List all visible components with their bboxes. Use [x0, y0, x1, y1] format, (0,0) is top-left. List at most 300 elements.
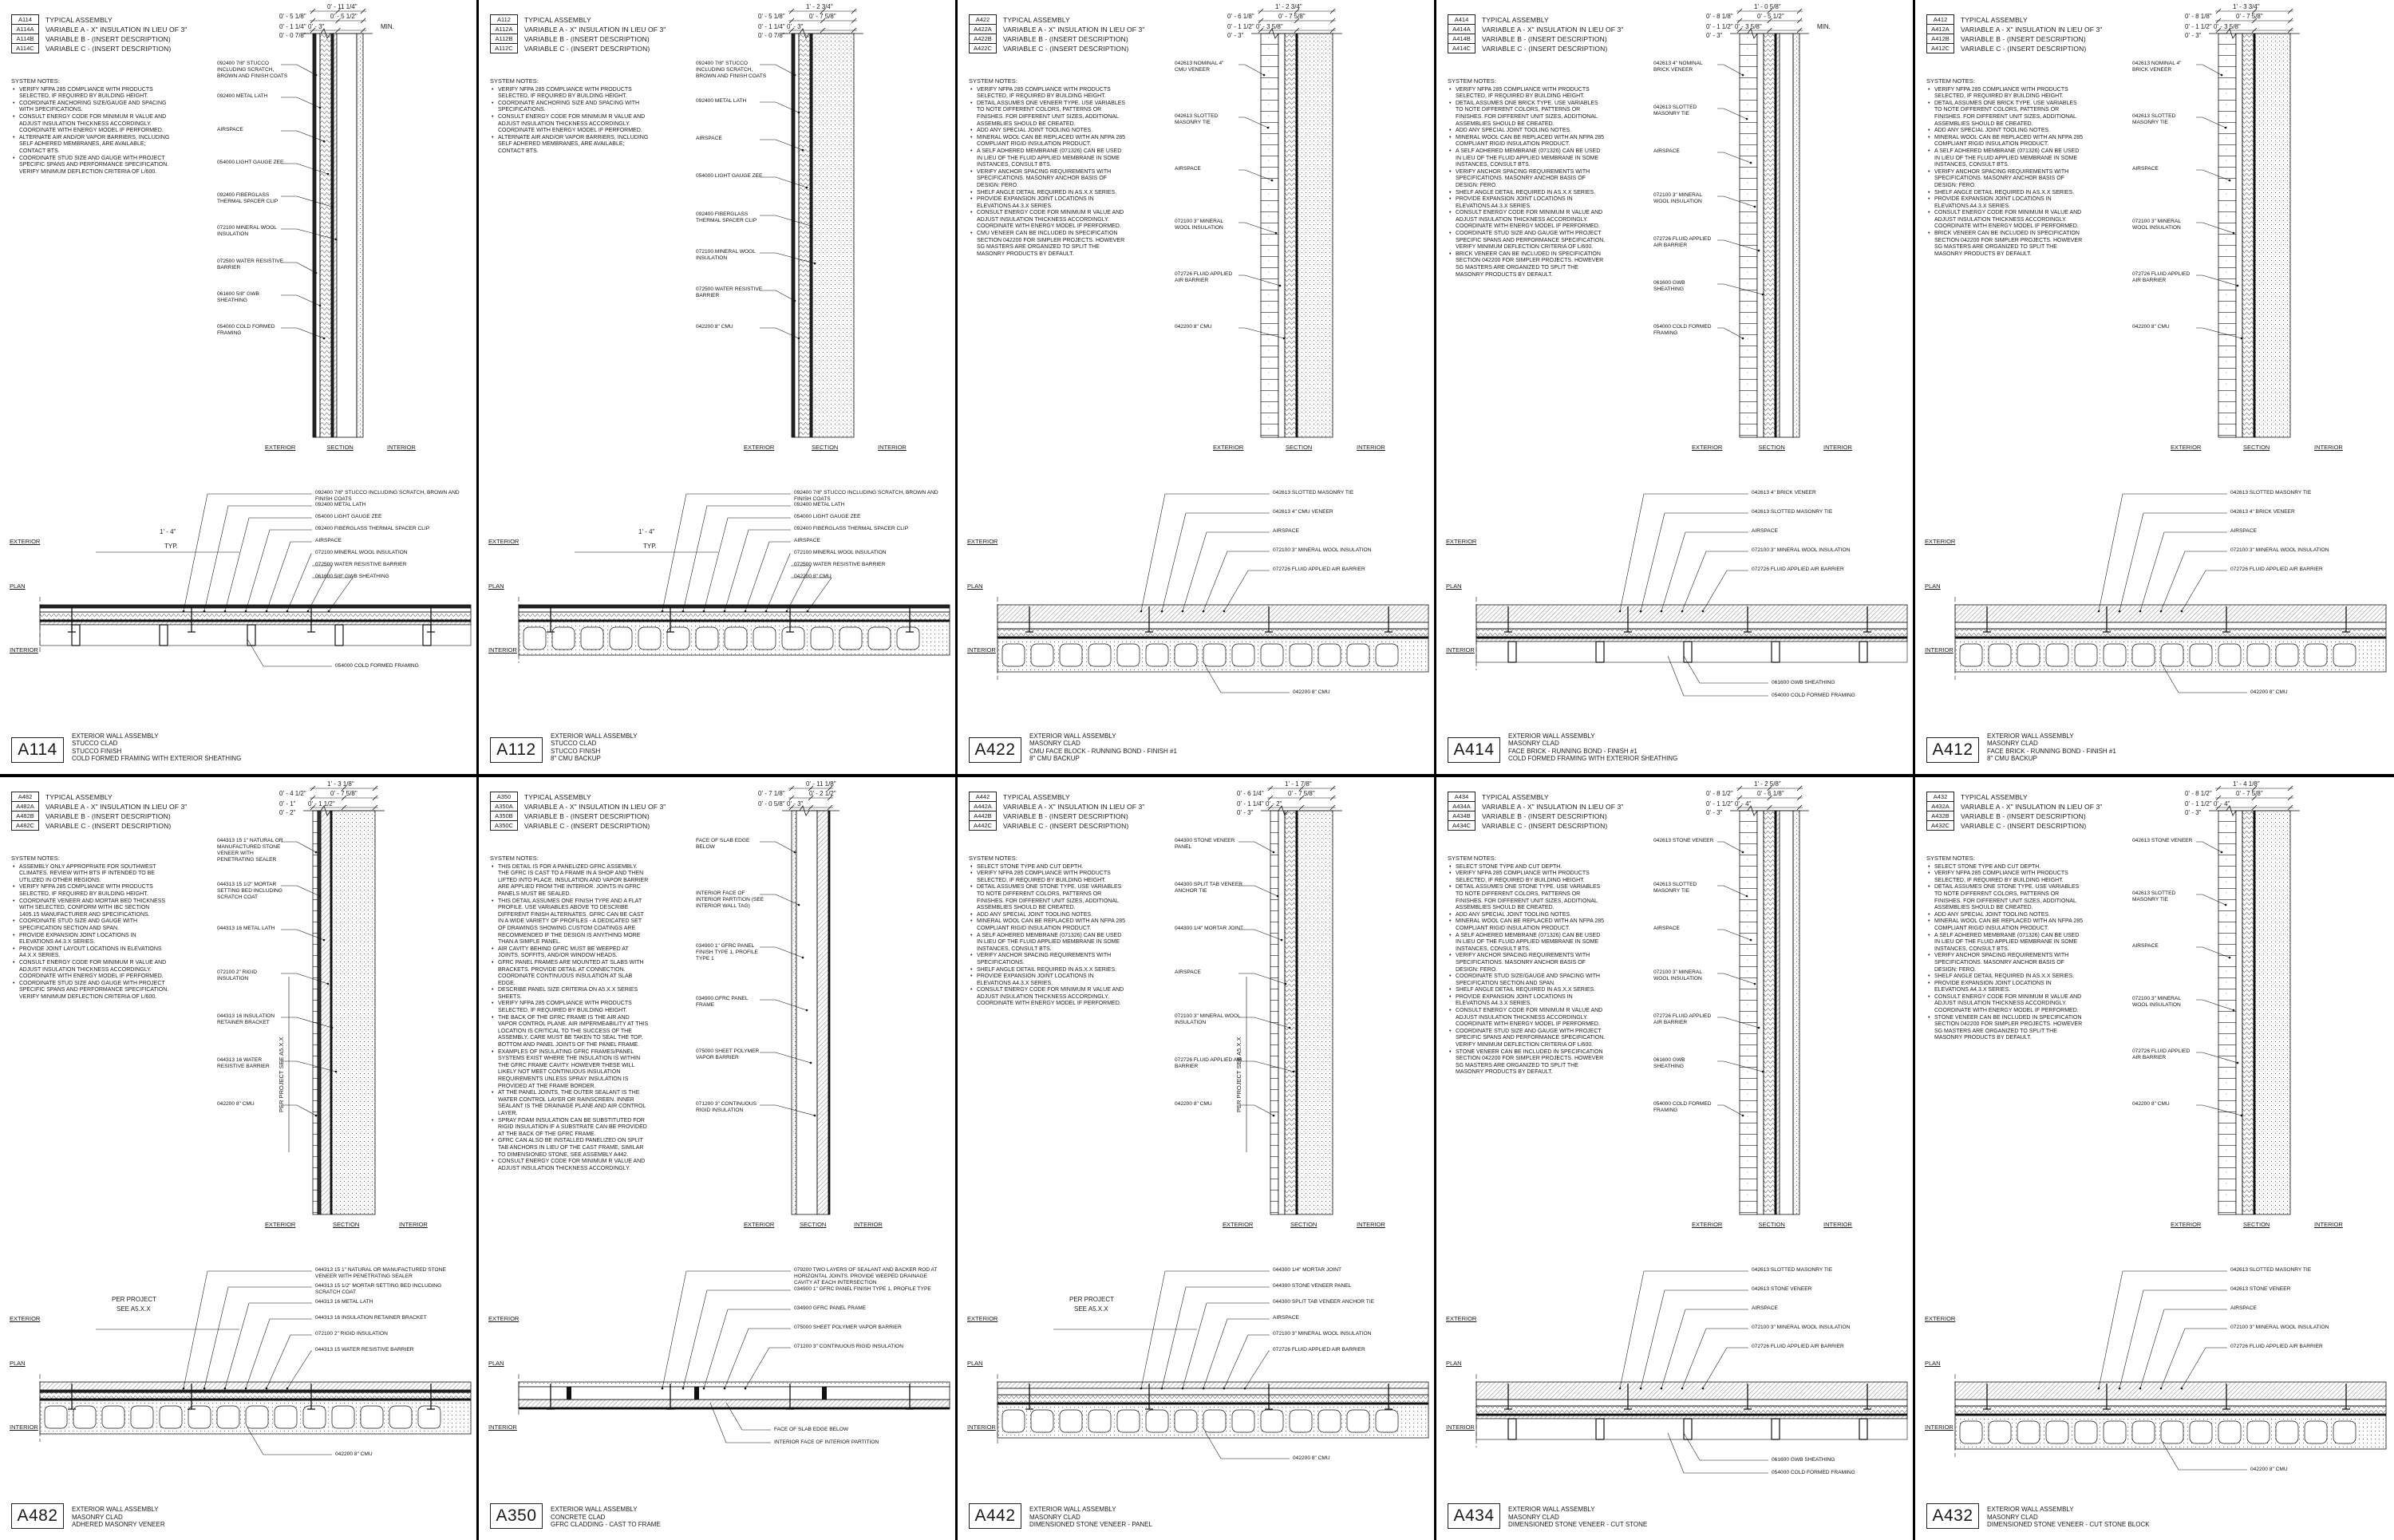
dimension-label: 0' - 5 1/2": [1757, 13, 1784, 20]
detail-title-line: MASONRY CLAD: [1029, 740, 1080, 748]
detail-number: A442: [969, 1503, 1021, 1529]
system-note: • COORDINATE STUD SIZE AND GAUGE WITH PROJECT SPECIFIC SPANS AND PERFORMANCE SPECIFICATION. VERIFY MINIMUM DEFLECTION CRITERIA OF L/600.: [1448, 1029, 1607, 1049]
section-callout: 044313 16 INSULATION RETAINER BRACKET: [217, 1013, 275, 1025]
plan-cmu-cell: [1376, 644, 1398, 666]
plan-mortar: [40, 1390, 471, 1392]
plan-layers: [1955, 1374, 2386, 1457]
section-callout: 054000 COLD FORMED FRAMING: [1653, 324, 1712, 336]
title-block: [969, 1499, 1152, 1529]
dimension-label: 0' - 4": [2214, 800, 2230, 808]
section-callout: 061600 5/8" GWB SHEATHING: [217, 291, 259, 303]
plan-cmu-cell: [610, 627, 632, 650]
plan-stone: [40, 1382, 471, 1390]
plan-layers: [1476, 597, 1907, 670]
plan-cmu-cell: [1031, 1410, 1053, 1432]
wall-section-drawing: [1915, 777, 2394, 1256]
plan-callout: 044313 16 METAL LATH: [315, 1299, 373, 1305]
section-callout: 042200 8" CMU: [2132, 1101, 2170, 1107]
gwb-layer: [1793, 811, 1799, 1214]
dimension-label: 0' - 8 1/2": [1706, 790, 1733, 797]
section-callout: 042200 8" CMU: [2132, 324, 2170, 330]
detail-number: A432: [1926, 1503, 1979, 1529]
dimension-label: 0' - 3": [787, 800, 804, 808]
plan-cmu-cell: [2046, 644, 2068, 666]
wall-layers: [792, 811, 830, 1214]
detail-number: A434: [1448, 1503, 1500, 1529]
system-note: • PROVIDE EXPANSION JOINT LOCATIONS IN ELEVATIONS A4.3.X SERIES.: [969, 973, 1128, 987]
system-notes-heading: SYSTEM NOTES:: [1448, 855, 1496, 862]
plan-cmu-cell: [2075, 644, 2097, 666]
dimension-label: 0' - 2": [279, 809, 296, 816]
plan-callout: 042613 SLOTTED MASONRY TIE: [2230, 1267, 2312, 1273]
system-note: • VERIFY NFPA 285 COMPLIANCE WITH PRODUCTS SELECTED, IF REQUIRED BY BUILDING HEIGHT.: [1448, 871, 1607, 884]
dimension-label: 0' - 1 1/2": [308, 800, 335, 808]
key-description: VARIABLE A - X" INSULATION IN LIEU OF 3": [524, 802, 666, 811]
dimension-label: 0' - 3": [1706, 32, 1723, 39]
dimension-label: 0' - 3 5/8": [2214, 23, 2241, 30]
system-note: • COORDINATE STUD SIZE/GAUGE AND SPACING WITH SPECIFICATION SECTION AND SPAN.: [1448, 973, 1607, 987]
cmu-layer: [1298, 34, 1333, 437]
plan-cmu-cell: [131, 1406, 153, 1428]
plan-callout: 072100 MINERAL WOOL INSULATION: [315, 550, 408, 555]
plan-label: PLAN: [1446, 582, 1462, 590]
system-note: • MINERAL WOOL CAN BE REPLACED WITH AN NFPA 285 COMPLIANT RIGID INSULATION PRODUCT.: [1448, 918, 1607, 932]
detail-panel-a422: [958, 0, 1436, 774]
detail-title-line: FACE BRICK - RUNNING BOND - FINISH #1: [1508, 747, 1637, 755]
plan-cmu-cell: [1088, 644, 1111, 666]
system-note: • PROVIDE EXPANSION JOINT LOCATIONS IN ELEVATIONS A4.3.X SERIES.: [1926, 196, 2086, 210]
exterior-label: EXTERIOR: [744, 444, 775, 451]
cmu-layer: [332, 811, 375, 1214]
detail-title-line: EXTERIOR WALL ASSEMBLY: [1029, 1506, 1116, 1514]
plan-cmu-cell: [811, 627, 833, 650]
wall-layers: [1270, 811, 1333, 1214]
plan-frame-member: [567, 1387, 571, 1400]
system-note: • A SELF ADHERED MEMBRANE (071326) CAN BE USED IN LIEU OF THE FLUID APPLIED MEMBRANE IN SOME INSTANCES, CONSULT BTS.: [1926, 148, 2086, 169]
system-note: • CONSULT ENERGY CODE FOR MINIMUM R VALUE AND ADJUST INSULATION THICKNESS ACCORDINGLY.: [490, 1159, 650, 1172]
per-project-note: PER PROJECT SEE A5.X.X: [278, 1037, 285, 1112]
dimension-label: 0' - 3": [1237, 809, 1254, 816]
dimension-label: 0' - 8 1/8": [1706, 13, 1733, 20]
key-description: VARIABLE C - (INSERT DESCRIPTION): [1003, 821, 1129, 830]
section-callout: 072726 FLUID APPLIED AIR BARRIER: [1175, 271, 1233, 283]
key-code: A114C: [12, 44, 39, 53]
detail-title: [72, 1506, 165, 1529]
system-note: • CONSULT ENERGY CODE FOR MINIMUM R VALUE AND ADJUST INSULATION THICKNESS ACCORDINGLY. COORDINATE WITH ENERGY MODEL IF PERFORMED.: [1448, 1008, 1607, 1029]
system-note: • A SELF ADHERED MEMBRANE (071326) CAN BE USED IN LIEU OF THE FLUID APPLIED MEMBRANE IN SOME INSTANCES, CONSULT BTS.: [969, 148, 1128, 169]
system-note: • MINERAL WOOL CAN BE REPLACED WITH AN NFPA 285 COMPLIANT RIGID INSULATION PRODUCT.: [969, 918, 1128, 932]
system-note: • MINERAL WOOL CAN BE REPLACED WITH AN NFPA 285 COMPLIANT RIGID INSULATION PRODUCT.: [1448, 135, 1607, 148]
plan-cmu-cell: [552, 627, 575, 650]
plan-label: PLAN: [488, 582, 504, 590]
detail-title-line: COLD FORMED FRAMING WITH EXTERIOR SHEATHING: [1508, 755, 1678, 763]
cmu-layer: [2255, 811, 2290, 1214]
detail-title-line: COLD FORMED FRAMING WITH EXTERIOR SHEATHING: [72, 755, 242, 763]
wall-plan-drawing: [958, 469, 1436, 709]
plan-vapor-barrier: [519, 1408, 950, 1409]
dimension-label: 0' - 1 1/2": [2185, 800, 2212, 808]
plan-bottom-callout: 061600 GWB SHEATHING: [1772, 1457, 1835, 1463]
section-label: SECTION: [1286, 444, 1313, 451]
key-description: TYPICAL ASSEMBLY: [45, 792, 113, 801]
key-code: A414C: [1448, 44, 1476, 53]
key-code: A422A: [970, 25, 997, 34]
key-code: A412C: [1927, 44, 1954, 53]
plan-cmu-cell: [361, 1406, 383, 1428]
plan-cmu-cell: [2017, 644, 2040, 666]
system-note: • ADD ANY SPECIAL JOINT TOOLING NOTES.: [969, 128, 1128, 135]
plan-callout: 044313 15 1/2" MORTAR SETTING BED INCLUDING SCRATCH COAT: [315, 1283, 442, 1295]
plan-cmu-cell: [2276, 644, 2298, 666]
key-code: A482A: [12, 802, 39, 811]
wall-layers: [1261, 34, 1333, 437]
plan-cmu-cell: [1318, 1410, 1341, 1432]
detail-title-line: EXTERIOR WALL ASSEMBLY: [551, 1506, 638, 1514]
mineral-wool-layer: [1285, 34, 1296, 437]
key-code: A112C: [491, 44, 518, 53]
wall-layers: [2218, 811, 2290, 1214]
plan-cmu-cell: [2247, 644, 2270, 666]
plan-insulation: [998, 1395, 1428, 1403]
key-code: A442B: [970, 811, 997, 821]
plan-exterior-label: EXTERIOR: [488, 1315, 519, 1322]
plan-cmu-cell: [1290, 644, 1312, 666]
rigid-insulation-layer: [817, 811, 828, 1214]
detail-title-line: CONCRETE CLAD: [551, 1513, 606, 1521]
plan-callout: 061600 5/8" GWB SHEATHING: [315, 574, 389, 579]
interior-label: INTERIOR: [878, 444, 907, 451]
detail-title: [72, 732, 241, 763]
mineral-wool-layer: [1285, 811, 1296, 1214]
system-note: • SHELF ANGLE DETAIL REQUIRED IN AS.X.X SERIES.: [1448, 190, 1607, 197]
system-note: • PROVIDE EXPANSION JOINT LOCATIONS IN ELEVATIONS A4.3.X SERIES.: [1926, 981, 2086, 994]
key-code: A442C: [970, 821, 997, 831]
system-note: • VERIFY ANCHOR SPACING REQUIREMENTS WITH SPECIFICATIONS. MASONRY ANCHOR BASIS OF DESIGN: FERO.: [1448, 169, 1607, 190]
mineral-wool-layer: [1764, 34, 1775, 437]
plan-cmu-cell: [2132, 644, 2155, 666]
plan-cmu-cell: [2218, 1421, 2241, 1443]
plan-cmu-cell: [2075, 1421, 2097, 1443]
plan-cmu-cell: [45, 1406, 67, 1428]
plan-cmu-cell: [2161, 644, 2183, 666]
key-description: VARIABLE C - (INSERT DESCRIPTION): [45, 44, 172, 53]
plan-callout: 072500 WATER RESISTIVE BARRIER: [794, 562, 886, 567]
section-callout: INTERIOR FACE OF INTERIOR PARTITION (SEE INTERIOR WALL TAG): [696, 890, 764, 909]
plan-exterior-label: EXTERIOR: [488, 538, 519, 545]
plan-cmu-cell: [1146, 644, 1168, 666]
plan-veneer: [1955, 605, 2386, 622]
plan-callout: 071200 3" CONTINUOUS RIGID INSULATION: [794, 1344, 904, 1349]
plan-cmu-cell: [73, 1406, 96, 1428]
plan-callout: 075000 SHEET POLYMER VAPOR BARRIER: [794, 1325, 902, 1330]
key-description: VARIABLE B - (INSERT DESCRIPTION): [1482, 34, 1607, 43]
key-description: VARIABLE B - (INSERT DESCRIPTION): [1003, 811, 1128, 820]
plan-cmu-cell: [2276, 1421, 2298, 1443]
plan-frame-cavity: [519, 1387, 950, 1400]
per-project-note: PER PROJECT SEE A5.X.X: [1235, 1037, 1242, 1112]
wall-layers: [313, 811, 375, 1214]
system-note: • SHELF ANGLE DETAIL REQUIRED IN AS.X.X SERIES.: [1926, 190, 2086, 197]
dimension-label: 0' - 1 1/2": [1706, 23, 1733, 30]
system-note: • COORDINATE ANCHORING SIZE/GAUGE AND SPACING WITH SPECIFICATIONS.: [11, 101, 171, 114]
section-callout: 042613 NOMINAL 4" BRICK VENEER: [2132, 61, 2182, 73]
wall-plan-drawing: [958, 1246, 1436, 1486]
detail-title-line: EXTERIOR WALL ASSEMBLY: [72, 1506, 159, 1514]
key-description: VARIABLE B - (INSERT DESCRIPTION): [1961, 811, 2086, 820]
section-callout: AIRSPACE: [217, 127, 243, 132]
plan-leaders: [662, 1271, 791, 1389]
system-note: • CONSULT ENERGY CODE FOR MINIMUM R VALUE AND ADJUST INSULATION THICKNESS ACCORDINGLY. COORDINATE WITH ENERGY MODEL IF PERFORMED.: [969, 210, 1128, 231]
plan-insulation: [1476, 1406, 1907, 1414]
plan-label: PLAN: [1925, 582, 1941, 590]
plan-cmu-cell: [725, 627, 747, 650]
key-code: A432A: [1927, 802, 1954, 811]
plan-insulation: [40, 1392, 471, 1399]
plan-stucco: [40, 605, 471, 608]
section-callout: 034900 1" GFRC PANEL FINISH TYPE 1, PROFILE TYPE 1: [696, 943, 758, 962]
dimension-label: 1' - 0 5/8": [1754, 3, 1781, 10]
system-note: • ADD ANY SPECIAL JOINT TOOLING NOTES.: [969, 912, 1128, 919]
plan-layers: [998, 1374, 1428, 1446]
exterior-label: EXTERIOR: [2171, 1221, 2202, 1228]
plan-exterior-label: EXTERIOR: [10, 1315, 41, 1322]
section-callout: 072726 FLUID APPLIED AIR BARRIER: [2132, 1048, 2191, 1060]
key-code: A412B: [1927, 34, 1954, 44]
title-block: [490, 1499, 661, 1529]
system-note: • DETAIL ASSUMES ONE STONE TYPE. USE VARIABLES TO NOTE DIFFERENT COLORS, PATTERNS OR FINISHES. FOR DIFFERENT UNIT SIZES, ADDITIONAL ASSEMBLIES SHOULD BE CREATED.: [1926, 884, 2086, 911]
detail-number: A482: [11, 1503, 64, 1529]
plan-cmu-cell: [1002, 644, 1025, 666]
plan-cmu-cell: [1175, 1410, 1197, 1432]
plan-cmu-cell: [1989, 644, 2011, 666]
plan-callout: 042613 SLOTTED MASONRY TIE: [2230, 490, 2312, 496]
system-note: • SHELF ANGLE DETAIL REQUIRED IN AS.X.X SERIES.: [1448, 987, 1607, 994]
system-note: • GFRC CAN ALSO BE INSTALLED PANELIZED ON SPLIT TAB ANCHORS IN LIEU OF THE CAST FRAME, SIMILAR TO DIMENSIONED STONE, SEE ASSEMBLY A442.: [490, 1138, 650, 1159]
key-code: A350B: [491, 811, 518, 821]
plan-cmu-cell: [2104, 1421, 2126, 1443]
system-note: • DETAIL ASSUMES ONE BRICK TYPE. USE VARIABLES TO NOTE DIFFERENT COLORS, PATTERNS OR FINISHES. FOR DIFFERENT UNIT SIZES, ADDITIONAL ASSEMBLIES SHOULD BE CREATED.: [1926, 101, 2086, 128]
system-note: • SELECT STONE TYPE AND CUT DEPTH.: [1448, 864, 1607, 871]
detail-title-line: MASONRY CLAD: [1987, 740, 2038, 748]
dimension-label: 1' - 3 3/4": [2233, 3, 2260, 10]
key-code: A442A: [970, 802, 997, 811]
key-code: A350: [491, 792, 518, 802]
section-callout: 042613 SLOTTED MASONRY TIE: [2132, 890, 2176, 902]
plan-interior-label: INTERIOR: [967, 646, 996, 654]
detail-number: A112: [490, 737, 543, 763]
key-code: A432C: [1927, 821, 1954, 831]
plan-callout: AIRSPACE: [2230, 1305, 2257, 1311]
mineral-wool-layer: [2242, 811, 2254, 1214]
dimension-label: 0' - 4": [1735, 800, 1752, 808]
dimension-label: 0' - 11 1/4": [327, 3, 358, 10]
plan-callout: 042613 SLOTTED MASONRY TIE: [1273, 490, 1354, 496]
section-label: SECTION: [2243, 444, 2270, 451]
system-note: • AIR CAVITY BEHIND GFRC MUST BE WEEPED AT JOINTS, SOFFITS, AND/OR WINDOW HEADS.: [490, 946, 650, 960]
system-note: • ADD ANY SPECIAL JOINT TOOLING NOTES.: [1448, 912, 1607, 919]
key-description: VARIABLE A - X" INSULATION IN LIEU OF 3": [45, 802, 188, 811]
exterior-label: EXTERIOR: [1692, 1221, 1723, 1228]
plan-bottom-callout: FACE OF SLAB EDGE BELOW: [774, 1427, 849, 1432]
title-block: [1448, 1499, 1647, 1529]
dimension-label: 0' - 5 1/8": [758, 13, 785, 20]
plan-callout: AIRSPACE: [1752, 528, 1778, 534]
veneer-layer: [1270, 811, 1278, 1214]
section-callout: 071200 3" CONTINUOUS RIGID INSULATION: [696, 1101, 757, 1113]
system-note: • DETAIL ASSUMES ONE STONE TYPE. USE VARIABLES TO NOTE DIFFERENT COLORS, PATTERNS OR FINISHES. FOR DIFFERENT UNIT SIZES, ADDITIONAL ASSEMBLIES SHOULD BE CREATED.: [1448, 884, 1607, 911]
system-note: • VERIFY NFPA 285 COMPLIANCE WITH PRODUCTS SELECTED, IF REQUIRED BY BUILDING HEIGHT.: [490, 1001, 650, 1014]
exterior-label: EXTERIOR: [1692, 444, 1723, 451]
plan-callout: 044313 15 1" NATURAL OR MANUFACTURED STONE VENEER WITH PENETRATING SEALER: [315, 1267, 446, 1279]
detail-title: [1508, 1506, 1647, 1529]
key-description: VARIABLE A - X" INSULATION IN LIEU OF 3": [1003, 25, 1145, 34]
detail-title-line: EXTERIOR WALL ASSEMBLY: [1508, 732, 1595, 740]
section-callout: 072100 3" MINERAL WOOL INSULATION: [1653, 192, 1702, 204]
plan-callout: 044300 STONE VENEER PANEL: [1273, 1283, 1352, 1289]
plan-cmu-cell: [2132, 1421, 2155, 1443]
detail-title-line: 8" CMU BACKUP: [1987, 755, 2037, 763]
dimension-label: 1' - 2 5/8": [1754, 780, 1781, 788]
plan-callout: 092400 FIBERGLASS THERMAL SPACER CLIP: [315, 526, 430, 531]
dimension-label: 0' - 2": [1266, 800, 1282, 808]
key-description: VARIABLE B - (INSERT DESCRIPTION): [1003, 34, 1128, 43]
section-callout: 042200 8" CMU: [217, 1101, 255, 1107]
section-callout: 044300 1/4" MORTAR JOINT: [1175, 926, 1244, 931]
plan-cmu-cell: [275, 1406, 297, 1428]
plan-cmu-cell: [1203, 1410, 1226, 1432]
dimension-label: 0' - 3": [2185, 809, 2202, 816]
airspace-layer: [2236, 34, 2242, 437]
plan-cmu-cell: [1031, 644, 1053, 666]
interior-label: INTERIOR: [854, 1221, 883, 1228]
plan-dimension: 1' - 4": [160, 528, 176, 535]
airspace-layer: [795, 34, 799, 437]
system-notes-heading: SYSTEM NOTES:: [969, 77, 1017, 85]
system-note: • VERIFY ANCHOR SPACING REQUIREMENTS WITH SPECIFICATIONS. MASONRY ANCHOR BASIS OF DESIGN: FERO.: [1926, 169, 2086, 190]
detail-title-line: EXTERIOR WALL ASSEMBLY: [72, 732, 159, 740]
system-note: • VERIFY NFPA 285 COMPLIANCE WITH PRODUCTS SELECTED, IF REQUIRED BY BUILDING HEIGHT.: [1926, 871, 2086, 884]
section-callout: 044313 15 1" NATURAL OR MANUFACTURED STONE VENEER WITH PENETRATING SEALER: [217, 838, 283, 863]
plan-cmu-cell: [2046, 1421, 2068, 1443]
system-note: • THIS DETAIL ASSUMES ONE FINISH TYPE AND A FLAT PROFILE. USE VARIABLES ABOVE TO DESCRIBE DIFFERENT FINISH ALTERNATES. GFRC CAN BE CAST IN A WIDE VARIETY OF PROFILES - A DEDICATED SET OF DRAWINGS SHOWING CUSTOM COATINGS ARE RECOMMENDED IF THE DESIGN IS ANYTHING MORE THAN A SIMPLE PANEL.: [490, 898, 650, 946]
plan-airspace: [519, 608, 950, 612]
plan-veneer: [998, 1382, 1428, 1388]
detail-panel-a432: [1915, 774, 2394, 1540]
plan-label: PLAN: [1446, 1360, 1462, 1367]
detail-title-line: EXTERIOR WALL ASSEMBLY: [551, 732, 638, 740]
section-callout: 054000 COLD FORMED FRAMING: [1653, 1101, 1712, 1113]
section-callout: 072100 3" MINERAL WOOL INSULATION: [1175, 219, 1223, 231]
plan-veneer: [998, 605, 1428, 622]
key-description: TYPICAL ASSEMBLY: [1482, 15, 1549, 24]
system-note: • VERIFY NFPA 285 COMPLIANCE WITH PRODUCTS SELECTED, IF REQUIRED BY BUILDING HEIGHT.: [11, 884, 171, 898]
section-callout: 072500 WATER RESISTIVE BARRIER: [696, 286, 763, 298]
dimension-label: 1' - 1 7/8": [1285, 780, 1312, 788]
detail-panel-a112: [479, 0, 958, 774]
key-description: VARIABLE C - (INSERT DESCRIPTION): [524, 821, 650, 830]
dimension-label: 0' - 3": [787, 23, 804, 30]
dimension-label: MIN.: [381, 23, 394, 30]
plan-leaders: [1619, 1271, 1748, 1389]
system-note: • SPRAY FOAM INSULATION CAN BE SUBSTITUTED FOR RIGID INSULATION IF A SUBSTRATE CAN BE PROVIDED AT THE BACK OF THE GFRC FRAME.: [490, 1118, 650, 1139]
section-callout: 092400 FIBERGLASS THERMAL SPACER CLIP: [217, 192, 279, 204]
section-callout: 092400 7/8" STUCCO INCLUDING SCRATCH, BROWN AND FINISH COATS: [696, 61, 767, 79]
plan-exterior-label: EXTERIOR: [967, 1315, 998, 1322]
plan-layers: [1955, 597, 2386, 680]
section-callout: FACE OF SLAB EDGE BELOW: [696, 838, 750, 850]
plan-callout: 092400 METAL LATH: [794, 502, 845, 507]
dimension-label: 0' - 8 1/8": [2185, 13, 2212, 20]
system-note: • VERIFY NFPA 285 COMPLIANCE WITH PRODUCTS SELECTED, IF REQUIRED BY BUILDING HEIGHT.: [11, 87, 171, 101]
plan-cmu-cell: [2247, 1421, 2270, 1443]
plan-layers: [519, 1374, 950, 1417]
plan-typ-label: SEE A5.X.X: [117, 1305, 151, 1313]
section-callout: 072100 3" MINERAL WOOL INSULATION: [2132, 219, 2181, 231]
system-note: • VERIFY NFPA 285 COMPLIANCE WITH PRODUCTS SELECTED, IF REQUIRED BY BUILDING HEIGHT.: [1926, 87, 2086, 101]
system-note: • PROVIDE EXPANSION JOINT LOCATIONS IN ELEVATIONS A4.3.X SERIES.: [1448, 994, 1607, 1008]
system-note: • A SELF ADHERED MEMBRANE (071326) CAN BE USED IN LIEU OF THE FLUID APPLIED MEMBRANE IN SOME INSTANCES, CONSULT BTS.: [1448, 933, 1607, 954]
plan-callout: 054000 LIGHT GAUGE ZEE: [315, 514, 382, 519]
section-callout: 075000 SHEET POLYMER VAPOR BARRIER: [696, 1048, 760, 1060]
section-callout: AIRSPACE: [1175, 166, 1201, 172]
plan-dimension: PER PROJECT: [112, 1296, 157, 1303]
key-description: VARIABLE B - (INSERT DESCRIPTION): [1961, 34, 2086, 43]
section-callout: 042613 SLOTTED MASONRY TIE: [1175, 113, 1219, 125]
key-code: A114A: [12, 25, 39, 34]
stucco-layer: [313, 34, 316, 437]
title-block: [969, 732, 1177, 763]
plan-cmu-cell: [2305, 1421, 2327, 1443]
detail-title-line: MASONRY CLAD: [72, 1513, 123, 1521]
plan-airspace: [1476, 622, 1907, 629]
section-callout: 044300 STONE VENEER PANEL: [1175, 838, 1235, 850]
plan-callout: 042200 8" CMU: [794, 574, 832, 579]
system-note: • A SELF ADHERED MEMBRANE (071326) CAN BE USED IN LIEU OF THE FLUID APPLIED MEMBRANE IN SOME INSTANCES, CONSULT BTS.: [969, 933, 1128, 954]
dimension-label: 0' - 3 5/8": [1256, 23, 1283, 30]
plan-callout: 054000 LIGHT GAUGE ZEE: [794, 514, 861, 519]
plan-cmu-cell: [2190, 644, 2212, 666]
system-note: • VERIFY NFPA 285 COMPLIANCE WITH PRODUCTS SELECTED, IF REQUIRED BY BUILDING HEIGHT.: [1448, 87, 1607, 101]
section-callout: 054000 COLD FORMED FRAMING: [217, 324, 275, 336]
system-note: • DETAIL ASSUMES ONE VENEER TYPE. USE VARIABLES TO NOTE DIFFERENT COLORS, PATTERNS OR FINISHES. FOR DIFFERENT UNIT SIZES, ADDITIONAL ASSEMBLIES SHOULD BE CREATED.: [969, 101, 1128, 128]
frame-cavity-layer: [796, 811, 817, 1214]
interior-label: INTERIOR: [387, 444, 416, 451]
plan-cmu-cell: [217, 1406, 239, 1428]
key-code: A482C: [12, 821, 39, 831]
plan-cmu-cell: [2333, 644, 2356, 666]
key-description: VARIABLE A - X" INSULATION IN LIEU OF 3": [45, 25, 188, 34]
plan-callout: 072100 3" MINERAL WOOL INSULATION: [1273, 547, 1372, 553]
key-code: A434: [1448, 792, 1476, 802]
plan-callout: 042613 4" BRICK VENEER: [2230, 509, 2295, 515]
system-note: • PROVIDE JOINT LAYOUT LOCATIONS IN ELEVATIONS A4.X.X SERIES.: [11, 946, 171, 960]
plan-cmu-cell: [782, 627, 804, 650]
system-note: • ADD ANY SPECIAL JOINT TOOLING NOTES.: [1926, 128, 2086, 135]
title-block: [1926, 732, 2116, 763]
section-callout: 072726 FLUID APPLIED AIR BARRIER: [1175, 1057, 1242, 1069]
key-description: VARIABLE A - X" INSULATION IN LIEU OF 3": [1003, 802, 1145, 811]
plan-gfrc: [519, 1382, 950, 1387]
dimension-label: 0' - 7 5/8": [330, 790, 358, 797]
plan-dimension: 1' - 4": [638, 528, 655, 535]
stud-cavity-layer: [337, 34, 357, 437]
system-note: • VERIFY ANCHOR SPACING REQUIREMENTS WITH SPECIFICATIONS. MASONRY ANCHOR BASIS OF DESIGN: FERO.: [1926, 953, 2086, 973]
plan-callout: 042613 4" CMU VENEER: [1273, 509, 1333, 515]
title-block: [490, 732, 638, 763]
key-code: A482B: [12, 811, 39, 821]
system-note: • ASSEMBLY ONLY APPROPRIATE FOR SOUTHWEST CLIMATES. REVIEW WITH BTS IF INTENDED TO BE UTILIZED IN OTHER REGIONS.: [11, 864, 171, 885]
plan-dimension: PER PROJECT: [1069, 1296, 1115, 1303]
